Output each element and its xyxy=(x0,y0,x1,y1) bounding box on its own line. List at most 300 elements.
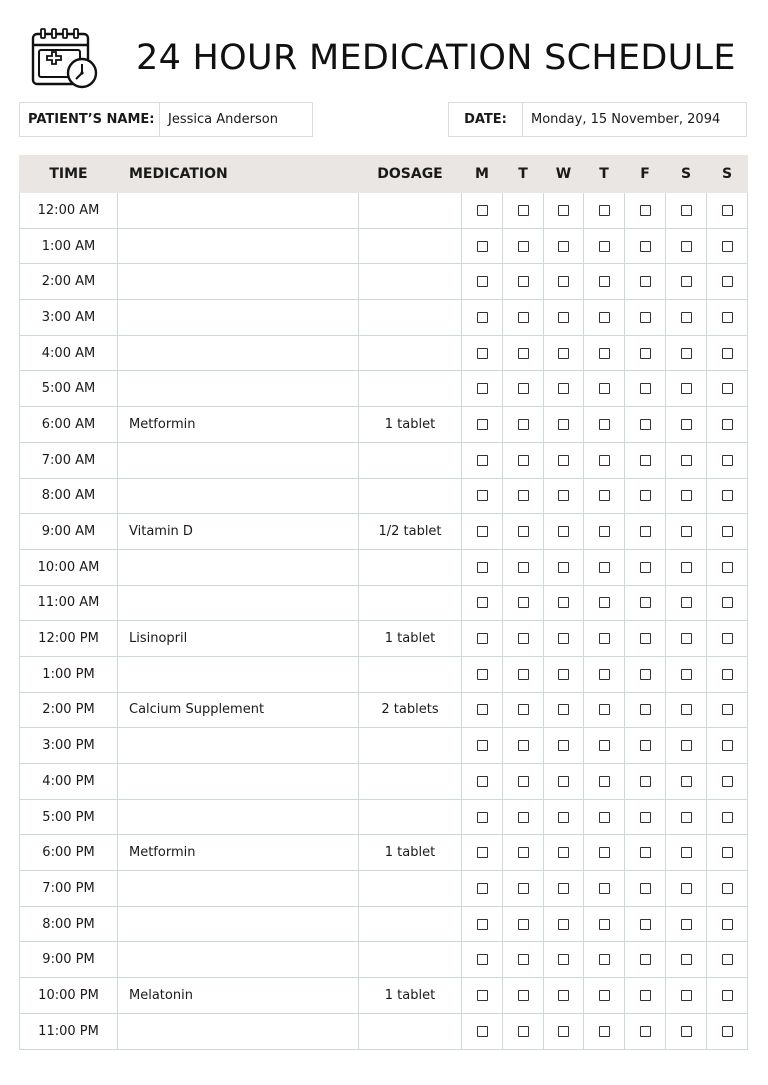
checkbox[interactable] xyxy=(722,241,733,252)
checkbox[interactable] xyxy=(518,455,529,466)
medication-cell[interactable] xyxy=(118,549,359,585)
checkbox[interactable] xyxy=(558,812,569,823)
checkbox[interactable] xyxy=(722,847,733,858)
medication-cell[interactable] xyxy=(118,478,359,514)
checkbox[interactable] xyxy=(640,669,651,680)
checkbox[interactable] xyxy=(681,348,692,359)
checkbox[interactable] xyxy=(599,669,610,680)
checkbox[interactable] xyxy=(722,776,733,787)
checkbox[interactable] xyxy=(681,740,692,751)
checkbox[interactable] xyxy=(722,312,733,323)
checkbox[interactable] xyxy=(681,241,692,252)
table-row xyxy=(20,407,748,443)
dosage-cell[interactable]: 1 tablet xyxy=(359,407,462,443)
checkbox[interactable] xyxy=(640,205,651,216)
medication-cell[interactable] xyxy=(118,228,359,264)
medication-cell[interactable] xyxy=(118,264,359,300)
checkbox[interactable] xyxy=(518,847,529,858)
day-checkbox-cell xyxy=(462,371,503,407)
day-checkbox-cell xyxy=(707,942,748,978)
day-checkbox-cell xyxy=(625,264,666,300)
day-checkbox-cell xyxy=(503,193,544,229)
checkbox[interactable] xyxy=(477,276,488,287)
checkbox[interactable] xyxy=(599,1026,610,1037)
checkbox[interactable] xyxy=(599,490,610,501)
checkbox[interactable] xyxy=(599,241,610,252)
day-checkbox-cell xyxy=(544,228,584,264)
checkbox[interactable] xyxy=(599,597,610,608)
checkbox[interactable] xyxy=(640,276,651,287)
table-row xyxy=(20,799,748,835)
medication-cell[interactable] xyxy=(118,728,359,764)
day-checkbox-cell xyxy=(584,978,625,1014)
checkbox[interactable] xyxy=(558,704,569,715)
checkbox[interactable] xyxy=(681,562,692,573)
checkbox[interactable] xyxy=(722,383,733,394)
checkbox[interactable] xyxy=(599,776,610,787)
time-cell: 4:00 PM xyxy=(20,764,118,800)
checkbox[interactable] xyxy=(722,740,733,751)
day-checkbox-cell xyxy=(707,1013,748,1049)
checkbox[interactable] xyxy=(558,241,569,252)
checkbox[interactable] xyxy=(558,847,569,858)
day-checkbox-cell xyxy=(625,335,666,371)
checkbox[interactable] xyxy=(681,847,692,858)
checkbox[interactable] xyxy=(599,740,610,751)
patient-name-field[interactable]: Jessica Anderson xyxy=(168,112,278,127)
checkbox[interactable] xyxy=(681,669,692,680)
checkbox[interactable] xyxy=(681,990,692,1001)
time-cell: 8:00 PM xyxy=(20,906,118,942)
checkbox[interactable] xyxy=(558,633,569,644)
checkbox[interactable] xyxy=(558,883,569,894)
checkbox[interactable] xyxy=(477,919,488,930)
medication-cell[interactable] xyxy=(118,442,359,478)
day-checkbox-cell xyxy=(625,228,666,264)
checkbox[interactable] xyxy=(558,776,569,787)
checkbox[interactable] xyxy=(681,812,692,823)
checkbox[interactable] xyxy=(640,348,651,359)
dosage-cell[interactable] xyxy=(359,228,462,264)
checkbox[interactable] xyxy=(518,1026,529,1037)
day-checkbox-cell xyxy=(584,764,625,800)
checkbox[interactable] xyxy=(640,455,651,466)
day-checkbox-cell xyxy=(584,942,625,978)
date-field[interactable]: Monday, 15 November, 2094 xyxy=(531,112,721,127)
checkbox[interactable] xyxy=(640,919,651,930)
checkbox[interactable] xyxy=(477,669,488,680)
checkbox[interactable] xyxy=(477,954,488,965)
checkbox[interactable] xyxy=(518,241,529,252)
checkbox[interactable] xyxy=(518,954,529,965)
checkbox[interactable] xyxy=(599,312,610,323)
checkbox[interactable] xyxy=(640,383,651,394)
day-checkbox-cell xyxy=(625,799,666,835)
day-checkbox-cell xyxy=(666,835,707,871)
day-checkbox-cell xyxy=(666,549,707,585)
dosage-cell[interactable] xyxy=(359,906,462,942)
day-checkbox-cell xyxy=(666,514,707,550)
medication-cell[interactable] xyxy=(118,656,359,692)
checkbox[interactable] xyxy=(599,348,610,359)
table-row xyxy=(20,692,748,728)
medication-cell[interactable]: Vitamin D xyxy=(118,514,359,550)
checkbox[interactable] xyxy=(558,312,569,323)
checkbox[interactable] xyxy=(477,419,488,430)
checkbox[interactable] xyxy=(722,562,733,573)
checkbox[interactable] xyxy=(722,812,733,823)
day-checkbox-cell xyxy=(625,193,666,229)
checkbox[interactable] xyxy=(477,562,488,573)
day-checkbox-cell xyxy=(503,264,544,300)
table-row xyxy=(20,264,748,300)
checkbox[interactable] xyxy=(681,276,692,287)
day-checkbox-cell xyxy=(544,1013,584,1049)
checkbox[interactable] xyxy=(722,919,733,930)
day-checkbox-cell xyxy=(584,728,625,764)
day-checkbox-cell xyxy=(584,442,625,478)
time-cell: 9:00 AM xyxy=(20,514,118,550)
checkbox[interactable] xyxy=(599,812,610,823)
checkbox[interactable] xyxy=(518,419,529,430)
checkbox[interactable] xyxy=(599,562,610,573)
checkbox[interactable] xyxy=(640,633,651,644)
medication-cell[interactable] xyxy=(118,335,359,371)
dosage-cell[interactable]: 2 tablets xyxy=(359,692,462,728)
checkbox[interactable] xyxy=(681,776,692,787)
checkbox[interactable] xyxy=(477,312,488,323)
dosage-cell[interactable] xyxy=(359,942,462,978)
medication-cell[interactable]: Metformin xyxy=(118,835,359,871)
time-cell: 7:00 AM xyxy=(20,442,118,478)
day-checkbox-cell xyxy=(707,478,748,514)
checkbox[interactable] xyxy=(722,883,733,894)
checkbox[interactable] xyxy=(640,419,651,430)
checkbox[interactable] xyxy=(558,954,569,965)
dosage-cell[interactable] xyxy=(359,193,462,229)
checkbox[interactable] xyxy=(477,597,488,608)
checkbox[interactable] xyxy=(558,919,569,930)
checkbox[interactable] xyxy=(599,633,610,644)
medication-cell[interactable] xyxy=(118,1013,359,1049)
checkbox[interactable] xyxy=(518,740,529,751)
checkbox[interactable] xyxy=(599,383,610,394)
checkbox[interactable] xyxy=(640,847,651,858)
day-checkbox-cell xyxy=(666,335,707,371)
checkbox[interactable] xyxy=(681,883,692,894)
checkbox[interactable] xyxy=(599,883,610,894)
column-header-medication: MEDICATION xyxy=(118,156,359,193)
checkbox[interactable] xyxy=(477,205,488,216)
checkbox[interactable] xyxy=(599,990,610,1001)
checkbox[interactable] xyxy=(681,954,692,965)
checkbox[interactable] xyxy=(518,205,529,216)
checkbox[interactable] xyxy=(477,704,488,715)
checkbox[interactable] xyxy=(558,990,569,1001)
checkbox[interactable] xyxy=(477,776,488,787)
day-checkbox-cell xyxy=(707,656,748,692)
checkbox[interactable] xyxy=(640,954,651,965)
time-cell: 7:00 PM xyxy=(20,871,118,907)
medication-cell[interactable] xyxy=(118,906,359,942)
day-checkbox-cell xyxy=(462,193,503,229)
checkbox[interactable] xyxy=(681,633,692,644)
medication-schedule-table xyxy=(19,155,748,1050)
checkbox[interactable] xyxy=(722,954,733,965)
dosage-cell[interactable] xyxy=(359,549,462,585)
checkbox[interactable] xyxy=(599,847,610,858)
checkbox[interactable] xyxy=(558,562,569,573)
dosage-cell[interactable] xyxy=(359,728,462,764)
checkbox[interactable] xyxy=(599,419,610,430)
table-row xyxy=(20,193,748,229)
checkbox[interactable] xyxy=(599,205,610,216)
dosage-cell[interactable] xyxy=(359,799,462,835)
dosage-cell[interactable]: 1 tablet xyxy=(359,835,462,871)
day-checkbox-cell xyxy=(462,906,503,942)
checkbox[interactable] xyxy=(722,205,733,216)
dosage-cell[interactable] xyxy=(359,871,462,907)
checkbox[interactable] xyxy=(477,990,488,1001)
checkbox[interactable] xyxy=(558,669,569,680)
day-checkbox-cell xyxy=(584,478,625,514)
checkbox[interactable] xyxy=(477,526,488,537)
checkbox[interactable] xyxy=(640,776,651,787)
medication-cell[interactable]: Lisinopril xyxy=(118,621,359,657)
checkbox[interactable] xyxy=(518,883,529,894)
time-cell: 9:00 PM xyxy=(20,942,118,978)
checkbox[interactable] xyxy=(477,383,488,394)
checkbox[interactable] xyxy=(722,597,733,608)
checkbox[interactable] xyxy=(722,1026,733,1037)
medication-cell[interactable]: Calcium Supplement xyxy=(118,692,359,728)
day-checkbox-cell xyxy=(707,371,748,407)
checkbox[interactable] xyxy=(518,919,529,930)
medication-cell[interactable] xyxy=(118,942,359,978)
checkbox[interactable] xyxy=(518,990,529,1001)
day-checkbox-cell xyxy=(462,621,503,657)
checkbox[interactable] xyxy=(640,597,651,608)
checkbox[interactable] xyxy=(722,490,733,501)
dosage-cell[interactable] xyxy=(359,764,462,800)
dosage-cell[interactable] xyxy=(359,264,462,300)
checkbox[interactable] xyxy=(477,883,488,894)
day-checkbox-cell xyxy=(544,264,584,300)
day-checkbox-cell xyxy=(584,692,625,728)
day-checkbox-cell xyxy=(462,764,503,800)
checkbox[interactable] xyxy=(558,1026,569,1037)
checkbox[interactable] xyxy=(518,776,529,787)
medication-cell[interactable] xyxy=(118,371,359,407)
time-cell: 2:00 PM xyxy=(20,692,118,728)
day-checkbox-cell xyxy=(503,871,544,907)
checkbox[interactable] xyxy=(558,276,569,287)
day-checkbox-cell xyxy=(503,407,544,443)
table-row xyxy=(20,764,748,800)
checkbox[interactable] xyxy=(599,954,610,965)
day-checkbox-cell xyxy=(584,514,625,550)
checkbox[interactable] xyxy=(722,669,733,680)
dosage-cell[interactable] xyxy=(359,656,462,692)
day-checkbox-cell xyxy=(666,728,707,764)
checkbox[interactable] xyxy=(640,883,651,894)
day-checkbox-cell xyxy=(625,942,666,978)
checkbox[interactable] xyxy=(518,562,529,573)
checkbox[interactable] xyxy=(518,812,529,823)
dosage-cell[interactable]: 1 tablet xyxy=(359,621,462,657)
medication-cell[interactable]: Metformin xyxy=(118,407,359,443)
checkbox[interactable] xyxy=(722,526,733,537)
checkbox[interactable] xyxy=(558,455,569,466)
day-checkbox-cell xyxy=(462,728,503,764)
checkbox[interactable] xyxy=(722,704,733,715)
medication-cell[interactable]: Melatonin xyxy=(118,978,359,1014)
checkbox[interactable] xyxy=(640,241,651,252)
day-checkbox-cell xyxy=(707,228,748,264)
medication-cell[interactable] xyxy=(118,193,359,229)
time-cell: 10:00 PM xyxy=(20,978,118,1014)
checkbox[interactable] xyxy=(722,348,733,359)
medication-cell[interactable] xyxy=(118,871,359,907)
day-checkbox-cell xyxy=(666,193,707,229)
checkbox[interactable] xyxy=(558,597,569,608)
checkbox[interactable] xyxy=(640,812,651,823)
checkbox[interactable] xyxy=(477,490,488,501)
checkbox[interactable] xyxy=(558,526,569,537)
checkbox[interactable] xyxy=(681,597,692,608)
checkbox[interactable] xyxy=(477,348,488,359)
checkbox[interactable] xyxy=(518,704,529,715)
checkbox[interactable] xyxy=(518,348,529,359)
day-checkbox-cell xyxy=(503,942,544,978)
checkbox[interactable] xyxy=(518,312,529,323)
checkbox[interactable] xyxy=(640,526,651,537)
checkbox[interactable] xyxy=(640,490,651,501)
checkbox[interactable] xyxy=(599,526,610,537)
dosage-cell[interactable] xyxy=(359,442,462,478)
checkbox[interactable] xyxy=(722,633,733,644)
dosage-cell[interactable] xyxy=(359,585,462,621)
checkbox[interactable] xyxy=(477,633,488,644)
checkbox[interactable] xyxy=(681,1026,692,1037)
medication-cell[interactable] xyxy=(118,764,359,800)
checkbox[interactable] xyxy=(681,490,692,501)
day-checkbox-cell xyxy=(503,300,544,336)
day-checkbox-cell xyxy=(462,871,503,907)
checkbox[interactable] xyxy=(722,455,733,466)
day-checkbox-cell xyxy=(666,1013,707,1049)
day-checkbox-cell xyxy=(666,692,707,728)
checkbox[interactable] xyxy=(640,990,651,1001)
day-checkbox-cell xyxy=(707,906,748,942)
checkbox[interactable] xyxy=(477,455,488,466)
checkbox[interactable] xyxy=(681,919,692,930)
checkbox[interactable] xyxy=(681,312,692,323)
checkbox[interactable] xyxy=(681,419,692,430)
checkbox[interactable] xyxy=(518,633,529,644)
dosage-cell[interactable] xyxy=(359,1013,462,1049)
day-checkbox-cell xyxy=(707,549,748,585)
checkbox[interactable] xyxy=(558,383,569,394)
medication-cell[interactable] xyxy=(118,585,359,621)
dosage-cell[interactable] xyxy=(359,478,462,514)
checkbox[interactable] xyxy=(681,383,692,394)
day-checkbox-cell xyxy=(544,300,584,336)
time-cell: 11:00 AM xyxy=(20,585,118,621)
checkbox[interactable] xyxy=(477,847,488,858)
dosage-cell[interactable]: 1 tablet xyxy=(359,978,462,1014)
table-row xyxy=(20,335,748,371)
day-checkbox-cell xyxy=(544,728,584,764)
checkbox[interactable] xyxy=(599,704,610,715)
checkbox[interactable] xyxy=(558,740,569,751)
checkbox[interactable] xyxy=(477,740,488,751)
checkbox[interactable] xyxy=(518,490,529,501)
checkbox[interactable] xyxy=(518,276,529,287)
checkbox[interactable] xyxy=(640,562,651,573)
day-checkbox-cell xyxy=(707,978,748,1014)
checkbox[interactable] xyxy=(722,276,733,287)
table-row xyxy=(20,549,748,585)
checkbox[interactable] xyxy=(640,740,651,751)
checkbox[interactable] xyxy=(681,704,692,715)
checkbox[interactable] xyxy=(722,990,733,1001)
checkbox[interactable] xyxy=(558,205,569,216)
day-checkbox-cell xyxy=(544,371,584,407)
checkbox[interactable] xyxy=(599,276,610,287)
day-checkbox-cell xyxy=(707,728,748,764)
dosage-cell[interactable]: 1/2 tablet xyxy=(359,514,462,550)
day-checkbox-cell xyxy=(503,656,544,692)
checkbox[interactable] xyxy=(558,419,569,430)
checkbox[interactable] xyxy=(477,241,488,252)
checkbox[interactable] xyxy=(518,383,529,394)
checkbox[interactable] xyxy=(599,919,610,930)
checkbox[interactable] xyxy=(640,1026,651,1037)
checkbox[interactable] xyxy=(722,419,733,430)
checkbox[interactable] xyxy=(640,312,651,323)
checkbox[interactable] xyxy=(681,455,692,466)
day-checkbox-cell xyxy=(584,335,625,371)
table-row xyxy=(20,478,748,514)
checkbox[interactable] xyxy=(640,704,651,715)
checkbox[interactable] xyxy=(518,526,529,537)
checkbox[interactable] xyxy=(518,597,529,608)
day-checkbox-cell xyxy=(584,407,625,443)
checkbox[interactable] xyxy=(681,205,692,216)
day-checkbox-cell xyxy=(584,300,625,336)
day-checkbox-cell xyxy=(584,799,625,835)
day-checkbox-cell xyxy=(503,1013,544,1049)
day-checkbox-cell xyxy=(503,835,544,871)
dosage-cell[interactable] xyxy=(359,335,462,371)
medication-cell[interactable] xyxy=(118,799,359,835)
checkbox[interactable] xyxy=(518,669,529,680)
checkbox[interactable] xyxy=(681,526,692,537)
checkbox[interactable] xyxy=(599,455,610,466)
dosage-cell[interactable] xyxy=(359,300,462,336)
day-checkbox-cell xyxy=(503,442,544,478)
day-checkbox-cell xyxy=(666,407,707,443)
checkbox[interactable] xyxy=(558,348,569,359)
dosage-cell[interactable] xyxy=(359,371,462,407)
column-header-time: TIME xyxy=(20,156,118,193)
medication-cell[interactable] xyxy=(118,300,359,336)
checkbox[interactable] xyxy=(477,1026,488,1037)
table-row xyxy=(20,871,748,907)
checkbox[interactable] xyxy=(558,490,569,501)
checkbox[interactable] xyxy=(477,812,488,823)
